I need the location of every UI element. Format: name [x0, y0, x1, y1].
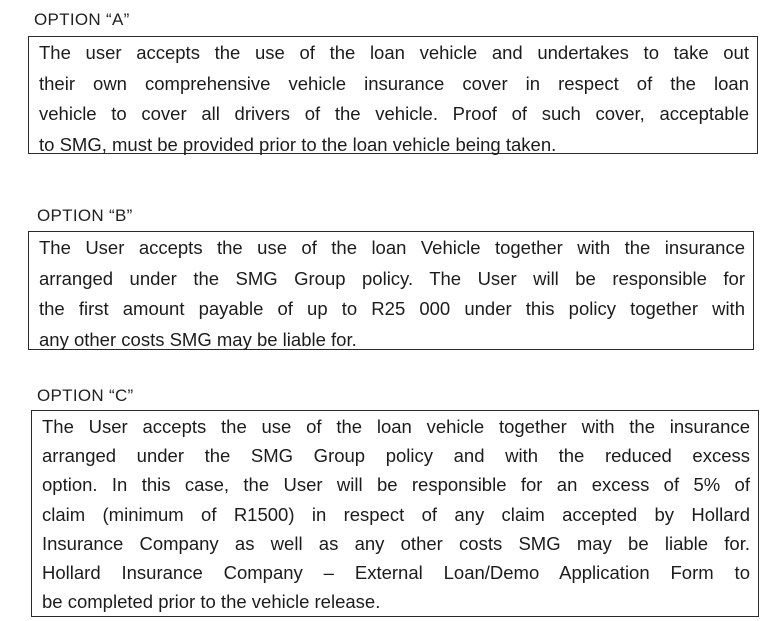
- option-c-heading: OPTION “C”: [37, 386, 134, 405]
- option-b-heading: OPTION “B”: [37, 206, 133, 225]
- option-b-line: arranged under the SMG Group policy. The User will be responsible for: [39, 267, 745, 289]
- option-c-line: arranged under the SMG Group policy and with the reduced excess: [42, 445, 750, 467]
- option-a-line: vehicle to cover all drivers of the vehicle. Proof of such cover, acceptable: [39, 103, 749, 124]
- option-c-box: [31, 410, 759, 617]
- option-c-line: Hollard Insurance Company – External Loan/Demo Application Form to: [42, 562, 750, 584]
- option-a-box: [28, 36, 758, 154]
- option-a-line: The user accepts the use of the loan vehicle and undertakes to take out: [39, 42, 749, 63]
- option-c-line: option. In this case, the User will be responsible for an excess of 5% of: [42, 474, 750, 496]
- option-b-line: any other costs SMG may be liable for.: [39, 328, 357, 350]
- option-b-line: the first amount payable of up to R25 000 under this policy together with: [39, 298, 745, 319]
- option-c-line: Insurance Company as well as any other costs SMG may be liable for.: [42, 532, 750, 554]
- option-c-line: claim (minimum of R1500) in respect of any claim accepted by Hollard: [42, 503, 750, 525]
- option-b-box: [28, 231, 754, 350]
- option-a-line: their own comprehensive vehicle insurance cover in respect of the loan: [39, 72, 749, 94]
- option-a-heading: OPTION “A”: [34, 10, 130, 29]
- option-c-line: The User accepts the use of the loan vehicle together with the insurance: [42, 416, 750, 437]
- option-c-line: be completed prior to the vehicle release.: [42, 591, 381, 613]
- option-b-line: The User accepts the use of the loan Vehicle together with the insurance: [39, 237, 745, 258]
- option-a-line: to SMG, must be provided prior to the loan vehicle being taken.: [39, 133, 557, 155]
